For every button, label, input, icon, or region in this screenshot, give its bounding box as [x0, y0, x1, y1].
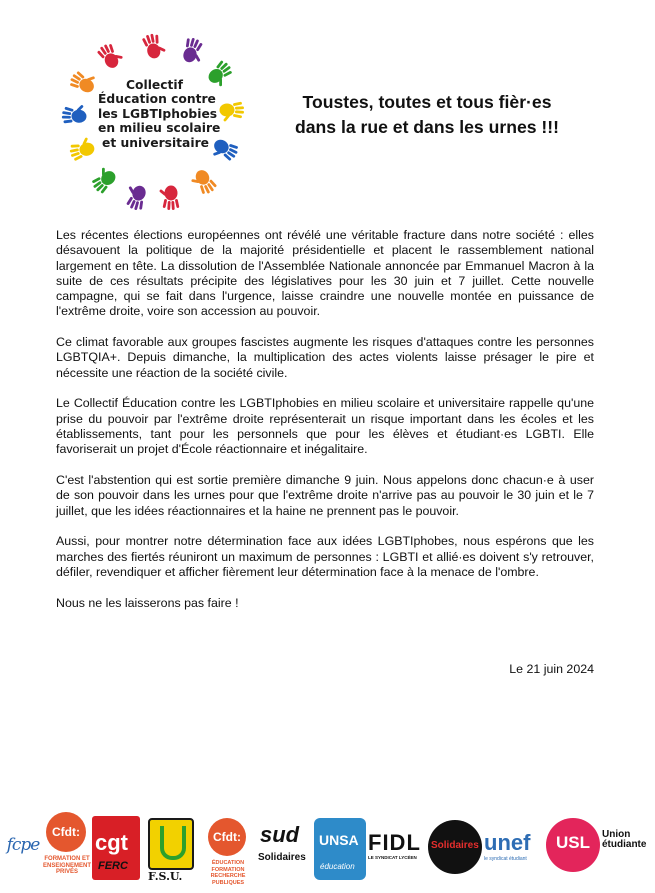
cgt-ferc-logo: [92, 816, 140, 880]
hand-print-icon: [122, 182, 150, 210]
cfdt-sgen-subtitle: [196, 860, 260, 886]
unsa-education-text: éducation: [320, 862, 355, 871]
union-etudiante-logo: [602, 830, 654, 870]
unef-text: unef: [484, 830, 531, 855]
union-line: Union: [602, 829, 631, 840]
logo-line: Collectif: [126, 78, 183, 92]
cfdt-text: Cfdt:: [213, 830, 241, 844]
logo-line: Éducation contre: [98, 92, 216, 107]
solidaires-etudiant-logo: [428, 820, 482, 874]
logo-line: les LGBTIphobies: [98, 106, 218, 121]
unsa-text: UNSA: [319, 832, 359, 848]
unsa-education-logo: [314, 818, 366, 880]
paragraph: Le Collectif Éducation contre les LGBTIphobies en milieu scolaire et universitaire rappelle qu'une prise du pouvoir par l'extrême droite représenterait un risque important dans les écoles et les établissements, tant pour les personnels que pour les élèves et étudiant·es LGBTI. Elle favoriserait un projet d'École réactionnaire et inégalitaire.: [56, 396, 594, 457]
hand-print-icon: [88, 164, 120, 195]
fidl-logo: [368, 830, 428, 870]
unef-subtitle: le syndicat étudiant: [484, 856, 527, 862]
fidl-subtitle: LE SYNDICAT LYCÉEN: [368, 855, 417, 860]
usl-text: USL: [556, 833, 590, 852]
fcpe-logo: [2, 828, 44, 862]
cgt-text: cgt: [95, 830, 128, 855]
collectif-logo: [58, 32, 248, 210]
title-line: dans la rue et dans les urnes !!!: [295, 117, 559, 137]
paragraph: Les récentes élections européennes ont révélé une véritable fracture dans notre société : elles désavouent la politique de la majorité présidentielle et placent le rassemblement national largement en tête. La dissolution de l'Assemblée Nationale annoncée par Emmanuel Macron à la suite de ces résultats précipite des législatives pour les 30 juin et 7 juillet. Cette nouvelle campagne, qui se fait dans l'urgence, laisse craindre une nouvelle montée en puissance de l'extrême droite, voire son accession au pouvoir.: [56, 228, 594, 319]
fsu-text: F.S.U.: [148, 870, 183, 883]
ferc-text: FERC: [98, 860, 128, 872]
fidl-text: FIDL: [368, 830, 421, 855]
hand-print-icon: [141, 32, 167, 60]
logo-line: en milieu scolaire: [98, 121, 221, 136]
unef-logo: [484, 830, 546, 870]
paragraph: Aussi, pour montrer notre détermination face aux idées LGBTIphobes, nous espérons que les marches des fiertés réuniront un maximum de personnes : LGBTI et allié·es doivent s'y retrouver, défiler, revendiquer et afficher fièrement leur détermination face à la menace de l'ombre.: [56, 534, 594, 579]
union-etudiante-text: [602, 830, 654, 850]
hand-print-icon: [188, 167, 218, 198]
cfdt-sgen-logo: [196, 818, 260, 884]
solidaires-text: Solidaires: [258, 852, 306, 863]
sud-text: sud: [260, 822, 300, 847]
fsu-u-shape: [160, 826, 186, 860]
hand-print-icon: [67, 136, 96, 162]
paragraph: Nous ne les laisserons pas faire !: [56, 595, 239, 610]
hand-print-icon: [180, 36, 208, 66]
hand-print-icon: [159, 186, 179, 211]
statement-body: [56, 228, 594, 626]
cfdt-circle-icon: [46, 812, 86, 852]
signatory-logos: [0, 812, 655, 887]
sud-education-logo: [258, 820, 312, 878]
cfdt-fep-subtitle: [42, 856, 92, 876]
page-title: [262, 90, 592, 140]
cfdt-text: Cfdt:: [52, 825, 80, 839]
hand-print-icon: [96, 40, 126, 71]
paragraph: C'est l'abstention qui est sortie première dimanche 9 juin. Nous appelons donc chacun·e à user de son pouvoir dans les urnes pour que l'extrême droite n'arrive pas au pouvoir le 30 juin et le 7 juillet, que les idées réactionnaires et la haine ne prennent pas le pouvoir.: [56, 473, 594, 518]
title-line: Toustes, toutes et tous fièr·es: [302, 92, 552, 112]
cfdt-sub-line: ENSEIGNEMENT: [42, 862, 91, 869]
union-line: étudiante: [602, 839, 647, 850]
cfdt-sub-line: PRIVÉS: [55, 869, 78, 875]
cfdt-circle-icon: [208, 818, 246, 856]
cfdt-sub-line: RECHERCHE PUBLIQUES: [210, 873, 246, 886]
cfdt-sub-line: ÉDUCATION FORMATION: [211, 860, 245, 873]
logo-line: et universitaire: [102, 135, 209, 150]
cfdt-fep-logo: [44, 812, 90, 887]
date-line: Le 21 juin 2024: [509, 662, 594, 676]
solidaires-etudiant-text: Solidaires: [431, 840, 479, 851]
hand-print-icon: [61, 103, 87, 125]
fcpe-text: fcpe: [6, 835, 40, 855]
hand-print-icon: [68, 67, 99, 97]
logo-text: [98, 78, 228, 150]
cfdt-sub-line: FORMATION ET: [44, 856, 90, 862]
usl-logo: [546, 818, 600, 872]
fsu-u-icon: [148, 818, 194, 870]
paragraph: Ce climat favorable aux groupes fascistes augmente les risques d'attaques contre les personnes LGBTQIA+. Depuis dimanche, la multiplication des actes violents laisse présager le pire et nécessite une réaction de la société civile.: [56, 335, 594, 380]
fsu-logo: [144, 818, 196, 884]
